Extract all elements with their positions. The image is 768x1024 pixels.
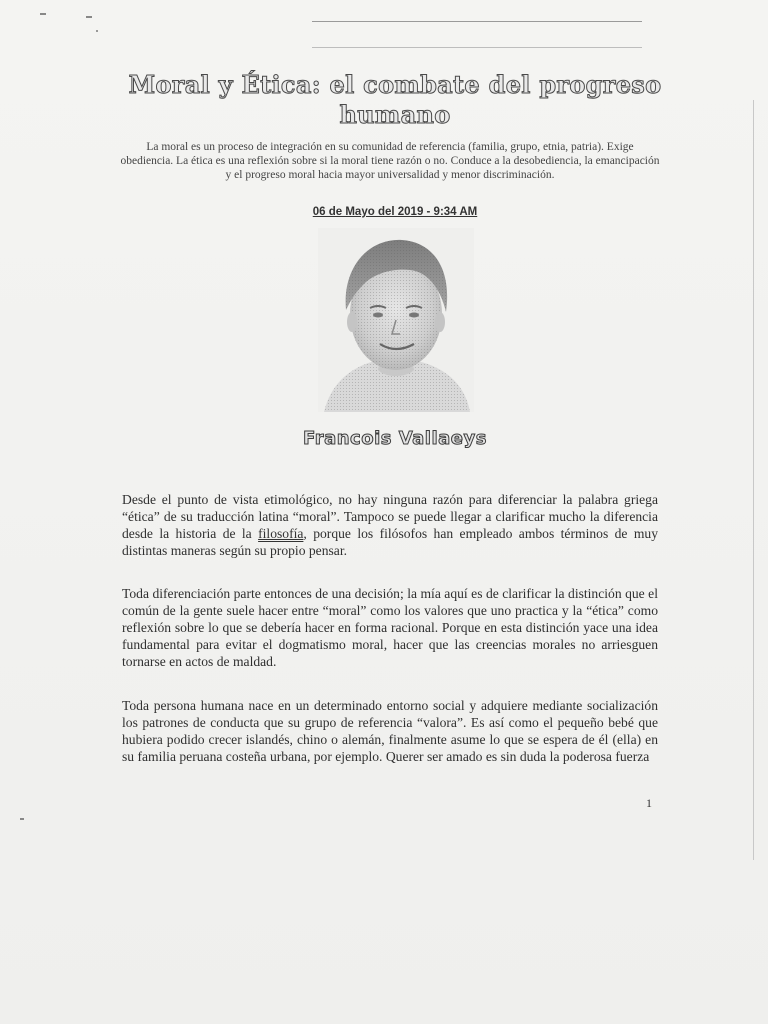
- author-photo: [318, 228, 474, 412]
- scan-artifact-dash: [20, 818, 24, 820]
- scan-artifact-edge: [753, 100, 754, 860]
- scan-artifact-dash: [86, 16, 92, 18]
- paragraph: [122, 585, 658, 687]
- article-summary: La moral es un proceso de integración en su comunidad de referencia (familia, grupo, etnia, patria). Exige obediencia. La ética es una reflexión sobre si la moral tiene razón o no. Conduce a la desobediencia, la emancipación y el progreso moral hacia mayor universalidad y menor discriminación.: [120, 141, 660, 181]
- paragraph: [122, 491, 658, 576]
- scan-artifact-line: [312, 21, 642, 22]
- paragraph: [122, 697, 658, 782]
- page-number: 1: [646, 796, 652, 810]
- scan-artifact-dash: [40, 13, 46, 15]
- paragraph-text: Toda diferenciación parte entonces de una decisión; la mía aquí es de clarificar la distinción que el común de la gente suele hacer entre “moral” como los valores que uno practica y la “ética” como reflexión sobre lo que se debería hacer en forma racional. Porque en esta distinción yace una idea fundamental para evitar el dogmatismo moral, hacer que las creencias morales no arriesguen tornarse en actos de maldad.: [122, 586, 658, 669]
- scan-artifact-dot: [96, 30, 98, 32]
- article-title: Moral y Ética: el combate del progreso humano: [128, 70, 662, 129]
- paragraph-text: Toda persona humana nace en un determinado entorno social y adquiere mediante socialización los patrones de conducta que su grupo de referencia “valora”. Es así como el pequeño bebé que hubiera podido crecer islandés, chino o alemán, finalmente asume lo que se espera de él (ella) en su familia peruana costeña urbana, por ejemplo. Querer ser amado es sin duda la poderosa fuerza: [122, 698, 658, 764]
- scan-artifact-line: [312, 47, 642, 48]
- publish-date: 06 de Mayo del 2019 - 9:34 AM: [312, 206, 478, 218]
- paragraph-text: , porque los filósofos han empleado ambos términos de muy distintas maneras según su propio pensar.: [122, 526, 658, 558]
- filosofia-link[interactable]: filosofía: [258, 526, 304, 541]
- author-name: Francois Vallaeys: [303, 428, 487, 449]
- paragraph-text: Desde el punto de vista etimológico, no hay ninguna razón para diferenciar la palabra griega “ética” de su traducción latina “moral”. Tampoco se puede llegar a clarificar mucho la diferencia desde la historia de la: [122, 492, 658, 541]
